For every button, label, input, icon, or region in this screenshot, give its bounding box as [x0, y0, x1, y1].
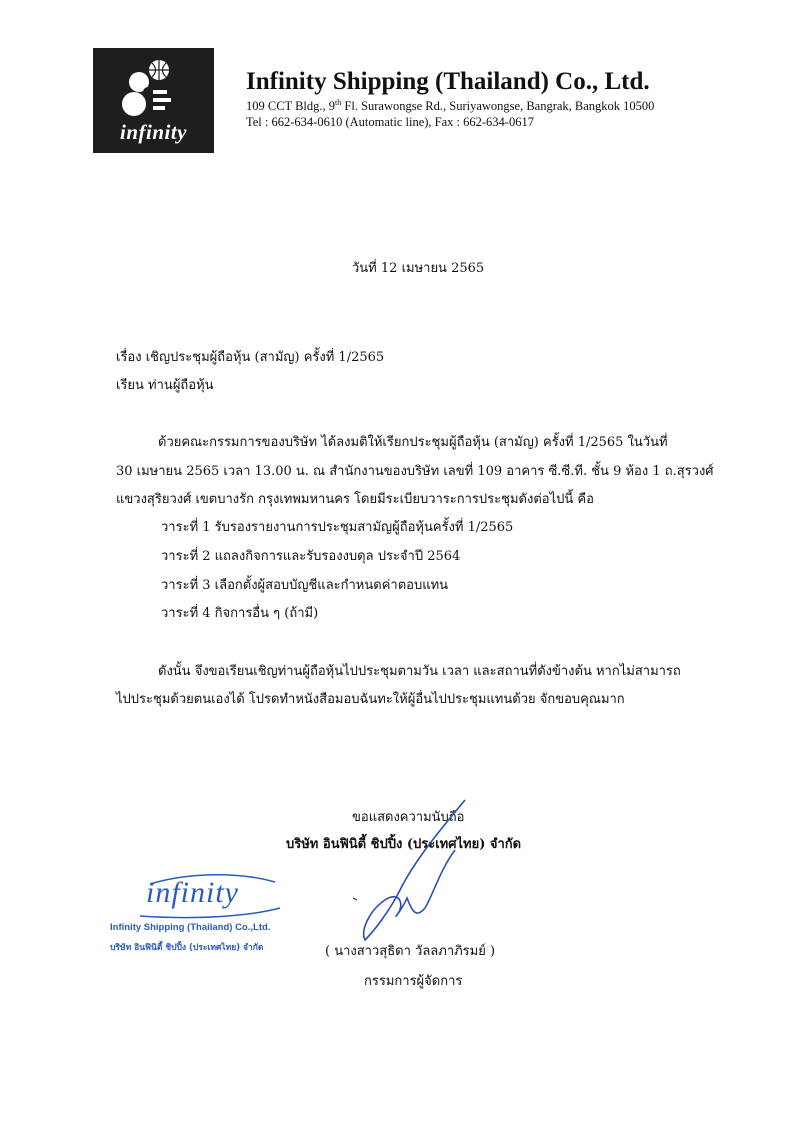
agenda-item: วาระที่ 1 รับรองรายงานการประชุมสามัญผู้ถือหุ้นครั้งที่ 1/2565: [161, 520, 514, 535]
address-suffix: Fl. Surawongse Rd., Suriyawongse, Bangrak, Bangkok 10500: [341, 99, 655, 114]
signer-name: ( นางสาวสุธิดา วัลลภาภิรมย์ ): [325, 944, 496, 959]
body-line: ไปประชุมด้วยตนเองได้ โปรดทำหนังสือมอบฉันทะให้ผู้อื่นไปประชุมแทนด้วย จักขอบคุณมาก: [116, 692, 625, 707]
company-name: Infinity Shipping (Thailand) Co., Ltd.: [246, 68, 650, 95]
company-stamp: [110, 872, 320, 962]
body-line: ด้วยคณะกรรมการของบริษัท ได้ลงมติให้เรียกประชุมผู้ถือหุ้น (สามัญ) ครั้งที่ 1/2565 ในวันที่: [158, 435, 668, 450]
body-line: แขวงสุริยวงศ์ เขตบางรัก กรุงเทพมหานคร โดยมีระเบียบวาระการประชุมดังต่อไปนี้ คือ: [116, 492, 594, 507]
signer-company: บริษัท อินฟินิตี้ ชิปปิ้ง (ประเทศไทย) จำกัด: [286, 837, 522, 852]
agenda-item: วาระที่ 4 กิจการอื่น ๆ (ถ้ามี): [161, 606, 319, 621]
address-superscript: th: [335, 98, 342, 107]
stamp-logo: infinity: [146, 876, 239, 909]
company-logo: [93, 48, 214, 153]
body-line: 30 เมษายน 2565 เวลา 13.00 น. ณ สำนักงานของบริษัท เลขที่ 109 อาคาร ซี.ซี.ที. ชั้น 9 ห้อง 1 ถ.สุรวงศ์: [116, 464, 714, 479]
stamp-thai: บริษัท อินฟินิตี้ ชิปปิ้ง (ประเทศไทย) จำกัด: [110, 943, 264, 953]
signer-title: กรรมการผู้จัดการ: [364, 974, 463, 989]
signature-icon: [345, 790, 485, 950]
closing: ขอแสดงความนับถือ: [352, 810, 465, 825]
letter-salutation: เรียน ท่านผู้ถือหุ้น: [116, 378, 214, 393]
company-address: [246, 98, 654, 114]
letter-subject: เรื่อง เชิญประชุมผู้ถือหุ้น (สามัญ) ครั้งที่ 1/2565: [116, 350, 385, 365]
stamp-english: Infinity Shipping (Thailand) Co.,Ltd.: [110, 922, 271, 933]
agenda-item: วาระที่ 2 แถลงกิจการและรับรองงบดุล ประจำปี 2564: [161, 549, 461, 564]
company-tel: Tel : 662-634-0610 (Automatic line), Fax : 662-634-0617: [246, 115, 534, 129]
agenda-item: วาระที่ 3 เลือกตั้งผู้สอบบัญชีและกำหนดค่าตอบแทน: [161, 578, 449, 593]
body-line: ดังนั้น จึงขอเรียนเชิญท่านผู้ถือหุ้นไปประชุมตามวัน เวลา และสถานที่ดังข้างต้น หากไม่สามารถ: [158, 664, 681, 679]
logo-text: infinity: [119, 120, 187, 144]
address-prefix: 109 CCT Bldg., 9: [246, 99, 336, 114]
letter-date: วันที่ 12 เมษายน 2565: [352, 261, 485, 276]
